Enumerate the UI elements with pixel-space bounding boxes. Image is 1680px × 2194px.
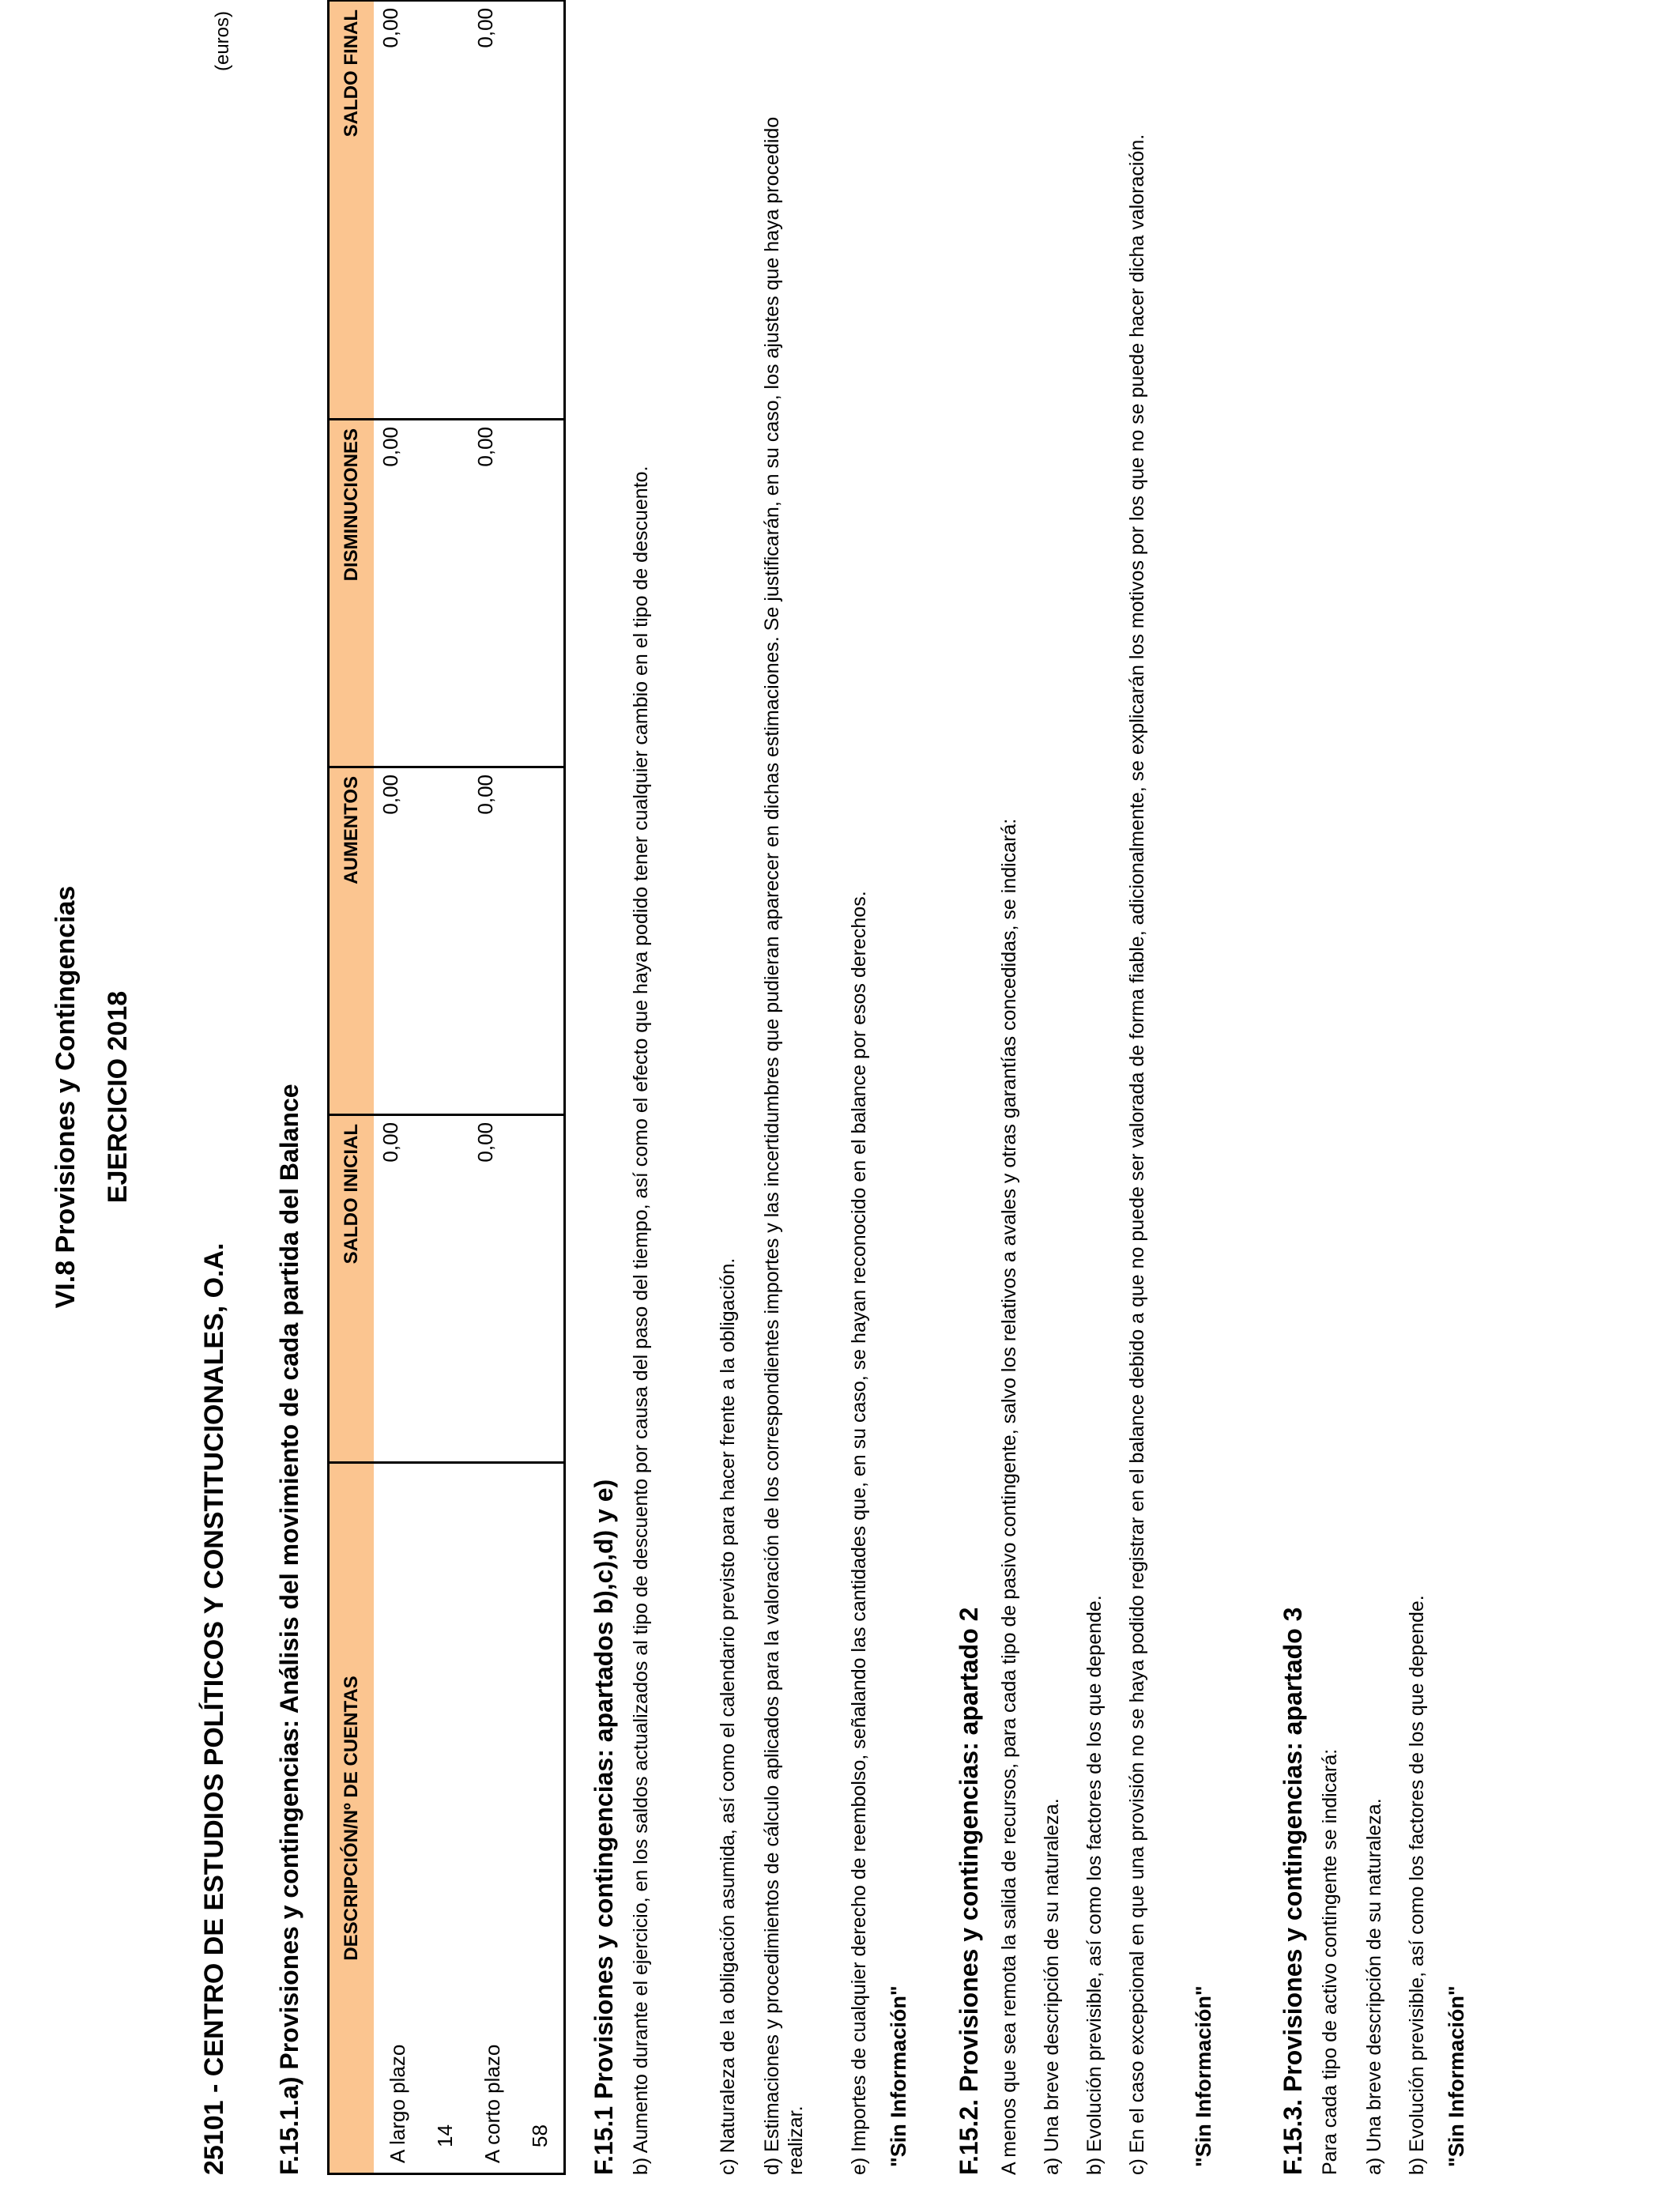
row-disminuciones: 0,00: [469, 420, 565, 767]
section-3-paragraph-b: b) Evolución previsible, así como los factores de los que depende.: [1406, 1595, 1428, 2175]
provisions-movement-table: [327, 0, 566, 2175]
row-saldo-inicial: 0,00: [374, 1115, 469, 1463]
section-1-paragraph-c: c) Naturaleza de la obligación asumida, así como el calendario previsto para hacer frente a la obligación.: [717, 1257, 739, 2175]
section-1-no-info: "Sin Información": [887, 1985, 910, 2167]
table-row: [374, 1, 421, 2174]
row-saldo-final: 0,00: [374, 1, 469, 420]
row-description: A corto plazo: [469, 1463, 516, 2174]
section-a-title: F.15.1.a) Provisiones y contingencias: Análisis del movimiento de cada partida del Balance: [275, 1084, 303, 2175]
row-account-number: 58: [516, 1463, 565, 2174]
table-row: [469, 1, 516, 2174]
section-3-paragraph-a: a) Una breve descripción de su naturaleza.: [1363, 1798, 1385, 2175]
section-2-intro: A menos que sea remota la salida de recursos, para cada tipo de pasivo contingente, salvo los relativos a avales y otras garantías concedidas, se indicará:: [998, 818, 1020, 2175]
column-header-saldo-final: SALDO FINAL: [329, 1, 375, 420]
fiscal-year: EJERCICIO 2018: [103, 990, 133, 1204]
row-account-number: 14: [421, 1463, 469, 2174]
page-title: VI.8 Provisiones y Contingencias: [51, 885, 81, 1309]
section-2-paragraph-a: a) Una breve descripción de su naturaleza.: [1041, 1798, 1063, 2175]
row-aumentos: 0,00: [374, 767, 469, 1115]
column-header-aumentos: AUMENTOS: [329, 767, 375, 1115]
section-1-paragraph-b: b) Aumento durante el ejercicio, en los saldos actualizados al tipo de descuento por causa del paso del tiempo, así como el efecto que haya podido tener cualquier cambio en el tipo de descuento.: [630, 466, 652, 2175]
section-3-no-info: "Sin Información": [1445, 1985, 1468, 2167]
row-aumentos: 0,00: [469, 767, 565, 1115]
organization-name: 25101 - CENTRO DE ESTUDIOS POLÍTICOS Y CONSTITUCIONALES, O.A.: [199, 1242, 229, 2175]
table-header-row: [329, 1, 375, 2174]
row-saldo-inicial: 0,00: [469, 1115, 565, 1463]
currency-note: (euros): [212, 10, 233, 71]
row-disminuciones: 0,00: [374, 420, 469, 767]
section-1-title: F.15.1 Provisiones y contingencias: apartados b),c),d) y e): [590, 1479, 618, 2175]
column-header-description: DESCRIPCIÓN/Nº DE CUENTAS: [329, 1463, 375, 2174]
section-3-title: F.15.3. Provisiones y contingencias: apartado 3: [1279, 1607, 1307, 2175]
section-2-title: F.15.2. Provisiones y contingencias: apartado 2: [955, 1607, 983, 2175]
column-header-saldo-inicial: SALDO INICIAL: [329, 1115, 375, 1463]
section-2-paragraph-b: b) Evolución previsible, así como los factores de los que depende.: [1083, 1595, 1106, 2175]
section-1-paragraph-d: d) Estimaciones y procedimientos de cálculo aplicados para la valoración de los correspondientes importes y las incertidumbres que pudieran aparecer en dichas estimaciones. Se justificarán, en su caso, los ajustes que haya procedido realizar.: [761, 116, 807, 2175]
row-description: A largo plazo: [374, 1463, 421, 2174]
section-1-paragraph-e: e) Importes de cualquier derecho de reembolso, señalando las cantidades que, en su caso, se hayan reconocido en el balance por esos derechos.: [848, 891, 870, 2175]
section-2-no-info: "Sin Información": [1192, 1985, 1215, 2167]
section-2-paragraph-c: c) En el caso excepcional en que una provisión no se haya podido registrar en el balance debido a que no puede ser valorada de forma fiable, adicionalmente, se explicarán los motivos por los que no se puede hacer dicha valoración.: [1126, 134, 1148, 2175]
column-header-disminuciones: DISMINUCIONES: [329, 420, 375, 767]
section-3-intro: Para cada tipo de activo contingente se indicará:: [1319, 1748, 1341, 2175]
row-saldo-final: 0,00: [469, 1, 565, 420]
